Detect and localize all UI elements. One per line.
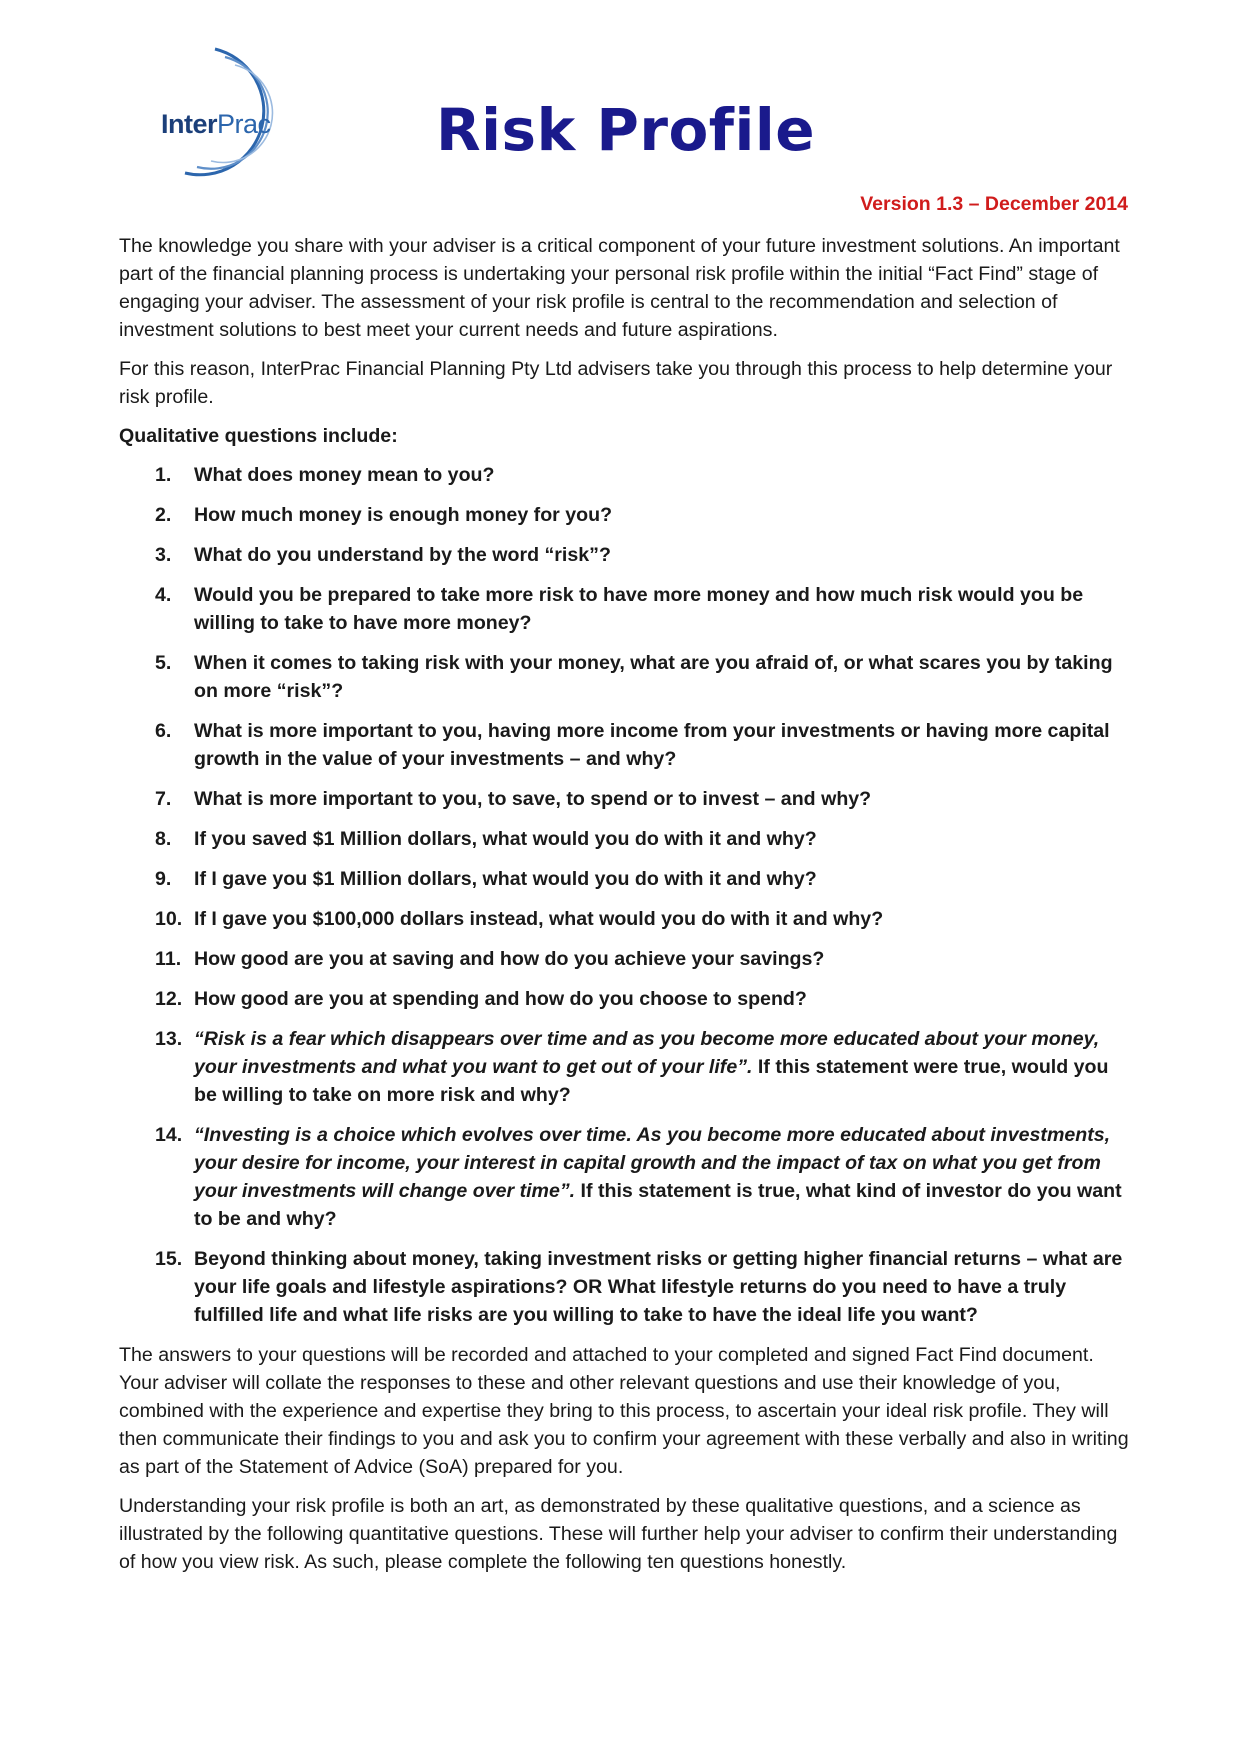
question-number: 1. bbox=[155, 464, 172, 486]
question-number: 7. bbox=[155, 788, 172, 810]
question-number: 14. bbox=[155, 1124, 183, 1146]
question-text: What does money mean to you? bbox=[194, 464, 495, 486]
page-title: Risk Profile bbox=[436, 96, 816, 164]
question-number: 11. bbox=[155, 948, 182, 970]
question-item bbox=[119, 1025, 1131, 1109]
question-item bbox=[119, 717, 1131, 773]
question-item bbox=[119, 581, 1131, 637]
question-item bbox=[119, 461, 1131, 489]
question-number: 15. bbox=[155, 1248, 183, 1270]
question-item bbox=[119, 649, 1131, 705]
question-text: Would you be prepared to take more risk to have more money and how much risk would you be willing to take to have more money? bbox=[194, 584, 1084, 634]
question-text: If this statement is true, what kind of investor do you want to be and why? bbox=[194, 1180, 1122, 1230]
question-item bbox=[119, 825, 1131, 853]
version-label: Version 1.3 – December 2014 bbox=[860, 193, 1128, 215]
question-item bbox=[119, 1245, 1131, 1329]
question-item bbox=[119, 985, 1131, 1013]
question-text: What is more important to you, to save, to spend or to invest – and why? bbox=[194, 788, 872, 810]
question-text: How much money is enough money for you? bbox=[194, 504, 613, 526]
question-quote: “Investing is a choice which evolves over time. As you become more educated about investments, your desire for income, your interest in capital growth and the impact of tax on what you get from your investments will change over time”. bbox=[194, 1124, 1111, 1202]
question-text: If you saved $1 Million dollars, what would you do with it and why? bbox=[194, 828, 817, 850]
question-number: 6. bbox=[155, 720, 172, 742]
question-number: 4. bbox=[155, 584, 172, 606]
question-number: 8. bbox=[155, 828, 172, 850]
question-number: 9. bbox=[155, 868, 172, 890]
question-item bbox=[119, 785, 1131, 813]
intro-paragraph: The knowledge you share with your adviser is a critical component of your future investment solutions. An important part of the financial planning process is undertaking your personal risk profile within the initial “Fact Find” stage of engaging your adviser. The assessment of your risk profile is central to the recommendation and selection of investment solutions to best meet your current needs and future aspirations. bbox=[119, 235, 1120, 341]
question-quote: “Risk is a fear which disappears over time and as you become more educated about your money, your investments and what you want to get out of your life”. bbox=[194, 1028, 1100, 1078]
logo-wordmark: InterPrac bbox=[161, 109, 271, 139]
question-text: What do you understand by the word “risk”? bbox=[194, 544, 611, 566]
question-text: How good are you at saving and how do you achieve your savings? bbox=[194, 948, 825, 970]
question-text: What is more important to you, having more income from your investments or having more capital growth in the value of your investments – and why? bbox=[194, 720, 1110, 770]
qualitative-questions-list bbox=[119, 461, 1131, 1329]
question-text: If this statement were true, would you be willing to take on more risk and why? bbox=[194, 1056, 1109, 1106]
question-item bbox=[119, 541, 1131, 569]
question-number: 10. bbox=[155, 908, 183, 930]
question-item bbox=[119, 1121, 1131, 1233]
question-number: 2. bbox=[155, 504, 172, 526]
intro-paragraph: For this reason, InterPrac Financial Planning Pty Ltd advisers take you through this process to help determine your risk profile. bbox=[119, 358, 1113, 408]
question-number: 3. bbox=[155, 544, 172, 566]
question-text: How good are you at spending and how do you choose to spend? bbox=[194, 988, 807, 1010]
question-text: If I gave you $1 Million dollars, what would you do with it and why? bbox=[194, 868, 817, 890]
question-item bbox=[119, 905, 1131, 933]
question-item bbox=[119, 945, 1131, 973]
interprac-logo bbox=[155, 45, 305, 180]
question-number: 5. bbox=[155, 652, 172, 674]
question-item bbox=[119, 865, 1131, 893]
question-number: 13. bbox=[155, 1028, 183, 1050]
document-body bbox=[119, 232, 1131, 1587]
question-text: Beyond thinking about money, taking investment risks or getting higher financial returns – what are your life goals and lifestyle aspirations? OR What lifestyle returns do you need to have a truly fulfilled life and what life risks are you willing to take to have the ideal life you want? bbox=[194, 1248, 1123, 1326]
question-text: If I gave you $100,000 dollars instead, what would you do with it and why? bbox=[194, 908, 884, 930]
question-text: When it comes to taking risk with your money, what are you afraid of, or what scares you by taking on more “risk”? bbox=[194, 652, 1113, 702]
closing-paragraph: The answers to your questions will be recorded and attached to your completed and signed Fact Find document. Your adviser will collate the responses to these and other relevant questions and use their knowledge of you, combined with the experience and expertise they bring to this process, to ascertain your ideal risk profile. They will then communicate their findings to you and ask you to confirm your agreement with these verbally and also in writing as part of the Statement of Advice (SoA) prepared for you. bbox=[119, 1344, 1129, 1478]
question-item bbox=[119, 501, 1131, 529]
questions-heading: Qualitative questions include: bbox=[119, 425, 398, 447]
question-number: 12. bbox=[155, 988, 183, 1010]
closing-paragraph: Understanding your risk profile is both an art, as demonstrated by these qualitative questions, and a science as illustrated by the following quantitative questions. These will further help your adviser to confirm their understanding of how you view risk. As such, please complete the following ten questions honestly. bbox=[119, 1495, 1118, 1573]
